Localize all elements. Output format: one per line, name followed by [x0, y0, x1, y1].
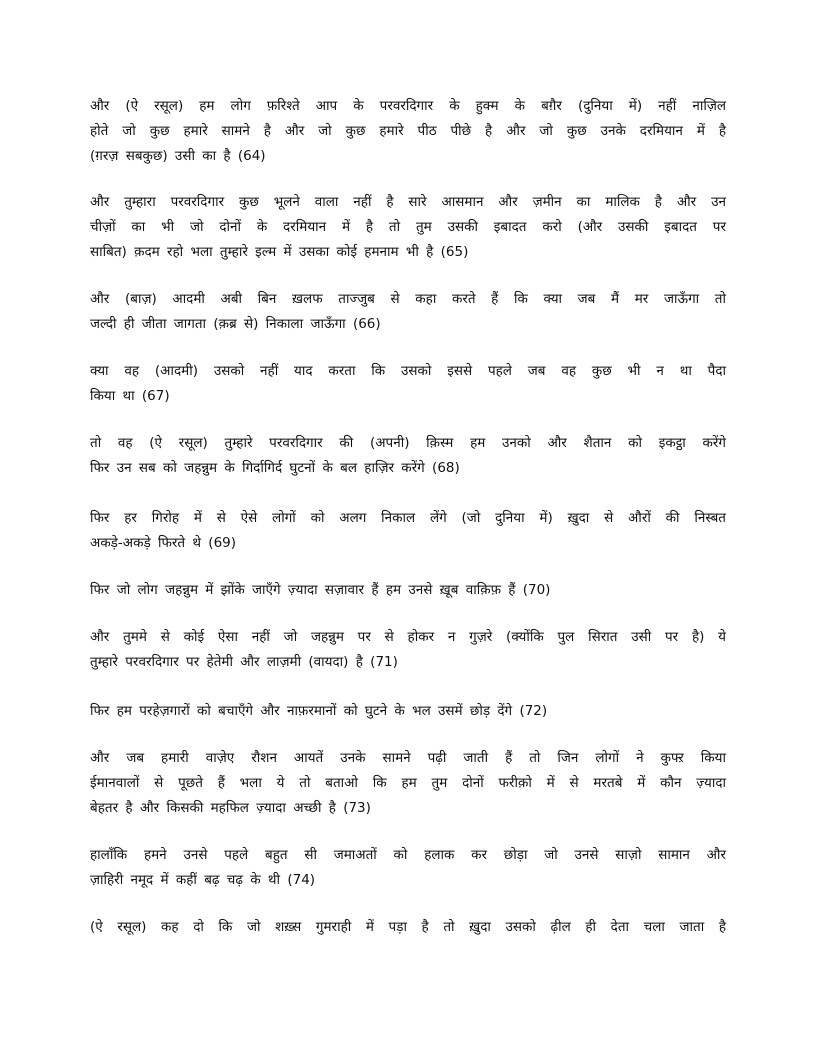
- verse-paragraph-65: [90, 190, 726, 265]
- verse-paragraph-67: [90, 359, 726, 409]
- text-line: (ऐ रसूल) कह दो कि जो शख़्स गुमराही में पड़ा है तो ख़ुदा उसको ढ़ील ही देता चला जाता है: [90, 919, 726, 935]
- verse-paragraph-73: [90, 746, 726, 821]
- text-line: फिर हर गिरोह में से ऐसे लोगों को अलग निकाल लेंगे (जो दुनिया में) ख़ुदा से औरों की निस्बत: [90, 510, 726, 526]
- text-line: और जब हमारी वाज़ेए रौशन आयतें उनके सामने पढ़ी जाती हैं तो जिन लोगों ने कुफ्ऱ किया: [90, 750, 726, 766]
- verse-paragraph-68: [90, 431, 726, 481]
- text-line: चीज़ों का भी जो दोनों के दरमियान में है तो तुम उसकी इबादत करो (और उसकी इबादत पर: [90, 219, 726, 235]
- verse-paragraph-69: [90, 506, 726, 556]
- text-line: क्या वह (आदमी) उसको नहीं याद करता कि उसको इससे पहले जब वह कुछ भी न था पैदा: [90, 363, 726, 379]
- text-line: हालाँकि हमने उनसे पहले बहुत सी जमाअतों को हलाक कर छोड़ा जो उनसे साज़ो सामान और: [90, 847, 726, 863]
- text-line: बेहतर है और किसकी महफिल ज़्यादा अच्छी है (73): [90, 800, 371, 816]
- verse-paragraph-74: [90, 843, 726, 893]
- text-line: अकड़े-अकड़े फिरते थे (69): [90, 535, 237, 551]
- verse-paragraph-70: [90, 578, 726, 603]
- text-line: और (ऐ रसूल) हम लोग फ़रिश्ते आप के परवरदिगार के हुक्म के बग़ैर (दुनिया में) नहीं नाज़िल: [90, 98, 726, 114]
- verse-paragraph-71: [90, 625, 726, 675]
- text-line: जल्दी ही जीता जागता (क़ब्र से) निकाला जाऊँगा (66): [90, 316, 381, 332]
- text-line: किया था (67): [90, 388, 170, 404]
- text-line: और (बाज़) आदमी अबी बिन ख़लफ ताज्जुब से कहा करते हैं कि क्या जब मैं मर जाऊँगा तो: [90, 291, 726, 307]
- text-line: साबित) क़दम रहो भला तुम्हारे इल्म में उसका कोई हमनाम भी है (65): [90, 244, 469, 260]
- text-line: (ग़रज़ सबकुछ) उसी का है (64): [90, 148, 266, 164]
- text-line: तो वह (ऐ रसूल) तुम्हारे परवरदिगार की (अपनी) क़िस्म हम उनको और शैतान को इकट्ठा करेंगे: [90, 435, 726, 451]
- text-line: और तुम्हारा परवरदिगार कुछ भूलने वाला नहीं है सारे आसमान और ज़मीन का मालिक है और उन: [90, 194, 726, 210]
- verse-paragraph-64: [90, 94, 726, 169]
- text-line: तुम्हारे परवरदिगार पर हेतेमी और लाज़मी (वायदा) है (71): [90, 654, 398, 670]
- text-line: फिर हम परहेज़गारों को बचाएँगे और नाफ़रमानों को घुटने के भल उसमें छोड़ देंगे (72): [90, 703, 548, 719]
- text-line: फिर जो लोग जहन्नुम में झोंके जाएँगे ज़्यादा सज़ावार हैं हम उनसे ख़ूब वाक़िफ़ हैं (70): [90, 582, 551, 598]
- text-line: होते जो कुछ हमारे सामने है और जो कुछ हमारे पीठ पीछे है और जो कुछ उनके दरमियान में है: [90, 123, 726, 139]
- verse-paragraph-72: [90, 699, 726, 724]
- text-line: फिर उन सब को जहन्नुम के गिर्दागिर्द घुटनों के बल हाज़िर करेंगे (68): [90, 460, 460, 476]
- text-line: ज़ाहिरी नमूद में कहीं बढ़ चढ़ के थी (74): [90, 872, 316, 888]
- text-line: और तुममे से कोई ऐसा नहीं जो जहन्नुम पर से होकर न गुज़रे (क्योंकि पुल सिरात उसी पर है) ये: [90, 629, 726, 645]
- verse-paragraph-75: [90, 915, 726, 940]
- text-line: ईमानवालों से पूछते हैं भला ये तो बताओ कि हम तुम दोनों फरीक़ो में से मरतबे में कौन ज़्यादा: [90, 775, 726, 791]
- verse-paragraph-66: [90, 287, 726, 337]
